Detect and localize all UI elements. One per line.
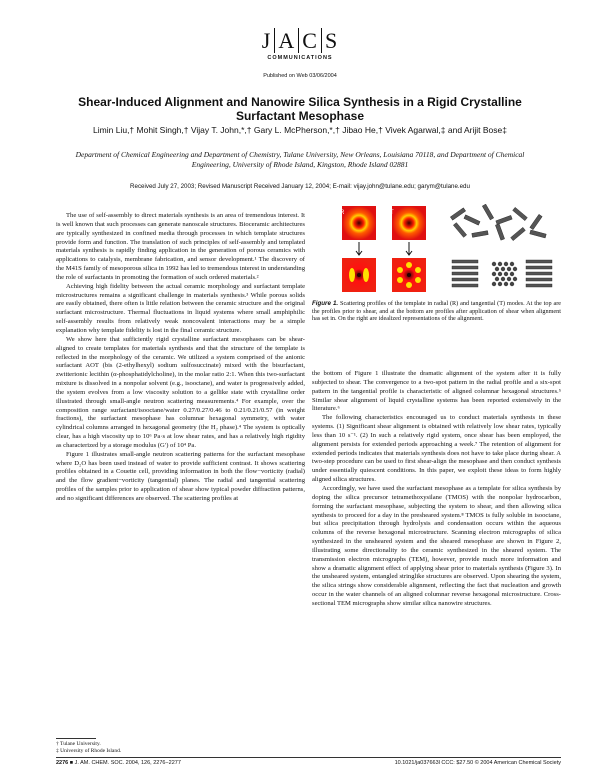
- footnotes: [56, 741, 296, 755]
- paragraph: the bottom of Figure 1 illustrate the dramatic alignment of the system after it is fully subjected to shear. The convergence to a two-spot pattern in the radial profile and a six-spot pattern in the tangential profile is characteristic of aligned columnar hexagonal structures.⁵ Similar shear alignment of liquid crystalline systems has been reported extensively in the literature.⁶: [312, 370, 561, 413]
- journal-citation: J. AM. CHEM. SOC. 2004, 126, 2276−2277: [74, 760, 181, 766]
- logo-letter: C: [298, 28, 321, 53]
- paragraph: The use of self-assembly to direct materials synthesis is an area of tremendous interest. It is well known that such processes can generate nanoscale structures. Bioceramic architectures are typically synthesized in confined media through processes in which template structures provide form and function. The translation of such principles of self-assembly and templated materials synthesis is rapidly finding application in the generation of porous ceramics with applications to catalysis, membrane fabrication, and sensor development.¹ The discovery of the M41S family of mesoporous silica in 1992 has led to tremendous interest in understanding the role of surfactants in promoting the formation of such ordered materials.²: [56, 212, 305, 281]
- logo-letter: J: [261, 28, 272, 53]
- panel-label-t: T: [390, 210, 394, 216]
- figure-caption-text: Scattering profiles of the template in radial (R) and tangential (T) modes. At the top are the profiles prior to shear, and at the bottom are profiles after application of shear when alignment has set in. On the right are idealized representations of the alignment.: [312, 300, 561, 323]
- panel-label-r: R: [340, 210, 345, 216]
- idealized-aligned-structure: [452, 260, 478, 287]
- footnote-rule: [56, 738, 96, 739]
- published-date: Published on Web 03/06/2004: [263, 73, 337, 79]
- arrow-down-icon: [406, 242, 412, 255]
- article-authors: Limin Liu,† Mohit Singh,† Vijay T. John,*,† Gary L. McPherson,*,† Jibao He,† Vivek Agarwal,‡ and Arijit Bose‡: [93, 125, 507, 135]
- scattering-profile-tangential-before: [392, 206, 426, 240]
- paragraph: Figure 1 illustrates small-angle neutron scattering patterns for the surfactant mesophase where D₂O has been used instead of water to provide sufficient contrast. It shows scattering profiles obtained in a Couette cell, providing information in both the flow−vorticity (radial) and the flow gradient−vorticity (tangential) planes. The radial and tangential scattering profiles of the samples prior to application of shear show typical powder diffraction patterns, and no significant differences are observed. The scattering profiles at: [56, 450, 305, 502]
- footer-divider: [56, 757, 561, 758]
- body-column-right: [312, 370, 561, 744]
- footer-left: 2276 ■ J. AM. CHEM. SOC. 2004, 126, 2276−2277: [56, 760, 181, 766]
- footer-doi: 10.1021/ja037663l CCC: $27.50 © 2004 American Chemical Society: [394, 760, 561, 766]
- arrow-down-icon: [356, 242, 362, 255]
- idealized-random-structure: [450, 204, 546, 241]
- page-number: 2276: [56, 760, 69, 766]
- scattering-profile-radial-before: [342, 206, 376, 240]
- article-title: Shear-Induced Alignment and Nanowire Silica Synthesis in a Rigid Crystalline Surfactant Mesophase: [78, 95, 522, 123]
- paragraph: Achieving high fidelity between the actual ceramic morphology and surfactant template microstructures remains a significant challenge in materials synthesis.³ While porous solids are easily obtained, there often is little relation between the ceramic structure and the original surfactant microstructure. Thermal fluctuations in liquid systems where small amphiphilic self-assembly results from relatively weak noncovalent interactions may be a simple explanation why template fidelity is lost in the final ceramic structure.: [56, 282, 305, 334]
- article-affiliation: Department of Chemical Engineering and Department of Chemistry, Tulane University, New Orleans, Louisiana 70118, and Department of Chemical Engineering, University of Rhode Island, Kingston, Rhode Island 02881: [75, 150, 525, 169]
- jacs-letters: [259, 30, 341, 52]
- figure-1-caption: [312, 300, 561, 334]
- idealized-hexagonal-cross-section: [492, 262, 517, 286]
- figure-1-image: [312, 204, 562, 304]
- logo-letter: A: [274, 28, 298, 53]
- journal-logo: [0, 30, 600, 61]
- paragraph: The following characteristics encouraged us to conduct materials synthesis in these systems. (1) Significant shear alignment is obtained with relatively low shear rates, typically less than 10 s⁻¹. (2) In such a relatively rigid system, once shear has been employed, the alignment persists for extended periods approaching a week.⁷ The retention of alignment for extended periods indicates that materials synthesis does not have to take place during shear. A two-step procedure can be used to first shear-align the mesophase and then conduct synthesis under essentially quiescent conditions. In this paper, we exploit these ideas to form highly aligned silica structures.: [312, 414, 561, 484]
- figure-1: [312, 204, 562, 304]
- body-column-left: [56, 212, 305, 757]
- paragraph: We show here that sufficiently rigid crystalline surfactant mesophases can be shear-aligned to create templates for materials synthesis and that the structure of the template is reflected in the morphology of the ceramic. We utilized a system comprised of the anionic surfactant AOT (bis (2-ethylhexyl) sodium sulfosuccinate) mixed with the bisurfactant, zwitterionic lecithin (α-phosphatidylcholine), in the molar ratio 2:1. When this two-surfactant mixture is dissolved in a nonpolar solvent (e.g., isooctane), and water is progressively added, the system evolves from a low viscosity solution to a gellike state with crystalline order illustrated through small-angle neutron scattering measurements.⁴ For example, over the composition range surfactant/isooctane/water 0.27/0.27/0.46 to 0.21/0.21/0.57 (in weight fractions), the surfactant mesophase has columnar hexagonal symmetry, with water cylindrical columns arranged in hexagonal geometry (the H₂ phase).⁴ The system is optically clear, has a high viscosity up to 10⁶ Pa·s at low shear rates, and has a relatively high rigidity as characterized by a storage modulus (G′) of 10⁴ Pa.: [56, 335, 305, 449]
- figure-label: Figure 1.: [312, 300, 339, 307]
- logo-letter: S: [321, 28, 341, 53]
- logo-subtitle: COMMUNICATIONS: [267, 55, 333, 61]
- received-dates: Received July 27, 2003; Revised Manuscript Received January 12, 2004; E-mail: vijay.john@tulane.edu; garym@tulane.edu: [130, 183, 470, 190]
- footnote: ‡ University of Rhode Island.: [56, 748, 122, 754]
- paragraph: Accordingly, we have used the surfactant mesophase as a template for silica synthesis by doping the silica precursor tetramethoxysilane (TMOS) with the nonpolar hydrocarbon, forming the surfactant mesophase, subjecting the system to shear, and then allowing silica synthesis to proceed for a day in the presheared system.⁸ TMOS is fully soluble in isooctane, but silica precipitation through hydrolysis and condensation occurs within the aqueous columns of the reverse hexagonal microstructure. Scanning electron micrographs of silica synthesized in the unsheared system and the sheared mesophase are shown in Figure 2, illustrating some directionality to the ceramic synthesized in the sheared system. The transmission electron micrographs (TEM), however, provide much more information and show a dramatic alignment effect of applying shear prior to materials synthesis (Figure 3). In the unsheared system, entangled stringlike structures are observed. Upon shearing the system, the silica strings show considerable alignment, reflecting the fact that nucleation and growth occur in the water channels of an aligned columnar reverse hexagonal microstructure. Cross-sectional TEM micrographs show similar silica nanowire structures.: [312, 484, 561, 607]
- idealized-aligned-structure-2: [526, 260, 552, 287]
- footnote: † Tulane University.: [56, 741, 101, 747]
